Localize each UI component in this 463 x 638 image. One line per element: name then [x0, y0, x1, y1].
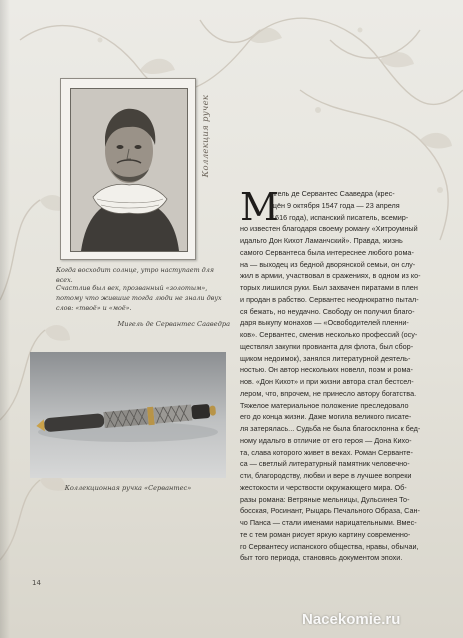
article-line: игель де Сервантес Сааведра (крес- — [271, 189, 395, 198]
article-line: босская, Росинант, Рыцарь Печального Образа, Сан- — [240, 506, 420, 516]
article-line: нов. «Дон Кихот» и при жизни автора стал бестсел- — [240, 377, 414, 386]
portrait-engraving-icon — [71, 89, 187, 251]
quote-line-1: Когда восходит солнце, утро наступает для всех. — [56, 266, 215, 284]
article-line: самого Сервантеса была интереснее любого рома- — [240, 247, 414, 257]
watermark: Nacekomie.ru — [302, 611, 401, 628]
quote-author: Мигель де Сервантес Сааведра — [117, 320, 230, 328]
article-line: лером, что, впрочем, не принесло автору богатства. — [240, 388, 417, 398]
portrait-frame — [60, 78, 196, 260]
page-number: 14 — [32, 579, 41, 587]
article-line: и продан в рабство. Сервантес неоднократно пытал- — [240, 294, 419, 304]
article-line: чо Панса — стали именами нарицательными. Вмес- — [240, 518, 417, 527]
article-line: ков». Сервантес, сменив несколько профессий (осу- — [240, 330, 418, 339]
article-line: его до конца жизни. Даже могила великого писате- — [240, 412, 412, 422]
article-line: са — светлый литературный памятник человечно- — [240, 459, 410, 469]
quote-line-2: Счастлив был век, прозванный «золотым», потому что жившие тогда люди не знали двух слов: «твоё» и «моё». — [56, 284, 222, 312]
article-line: ля затерялась... Судьба не была благосклонна к бед- — [240, 424, 421, 433]
page-gutter-shadow — [0, 0, 10, 638]
article-line: та, слава которого живет в веках. Роман Серванте- — [240, 447, 413, 457]
article-line: 1616 года), испанский писатель, всемир- — [271, 212, 409, 222]
article-line: ному идальго в отличие от его героя — Дона Кихо- — [240, 435, 412, 445]
article-line: ностью. Он автор нескольких новелл, поэм и рома- — [240, 365, 413, 375]
article-line: жил в армии, участвовал в сражениях, в одном из ко- — [240, 271, 421, 281]
article-line: те с тем роман рисует яркую картину современно- — [240, 529, 411, 539]
series-vertical-label — [196, 66, 216, 206]
portrait-image — [70, 88, 188, 252]
article-line: но известен благодаря своему роману «Хитроумный — [240, 224, 418, 234]
article-line: быт того периода, становясь документом эпохи. — [240, 553, 403, 563]
article-line: идальго Дон Кихот Ламанчский». Правда, жизнь — [240, 236, 403, 245]
article-line: на — выходец из бедной дворянской семьи, он слу- — [240, 259, 416, 269]
series-label-text: Коллекция ручек — [201, 94, 211, 178]
article-line: го Сервантесу испанского общества, нравы, обычаи, — [240, 541, 419, 551]
article-line: жестокости и черствости окружающего мира. Об- — [240, 482, 407, 492]
article-line: разы романа: Ветряные мельницы, Дульсинея То- — [240, 494, 410, 504]
article-line: Тяжелое материальное положение преследовало — [240, 400, 409, 410]
article-line: даря выкупу монахов — «Освободителей пленни- — [240, 318, 409, 328]
article-line: щиком недоимок), занялся литературной деятель- — [240, 353, 411, 363]
article-line: ществлял закупки провианта для флота, был сбор- — [240, 341, 414, 351]
article-line: торых лишился руки. Был захвачен пиратами в плен — [240, 283, 418, 292]
article-line: ся бежать, но неудачно. Свободу он получил благо- — [240, 306, 415, 316]
fountain-pen-icon — [30, 352, 226, 478]
pen-photo — [30, 352, 226, 478]
article-line: сти, благородству, любви и вере в лучшее вопреки — [240, 471, 412, 480]
article-line: щён 9 октября 1547 года — 23 апреля — [271, 200, 400, 210]
pen-caption: Коллекционная ручка «Сервантес» — [64, 484, 192, 492]
drop-cap: М — [240, 185, 279, 229]
